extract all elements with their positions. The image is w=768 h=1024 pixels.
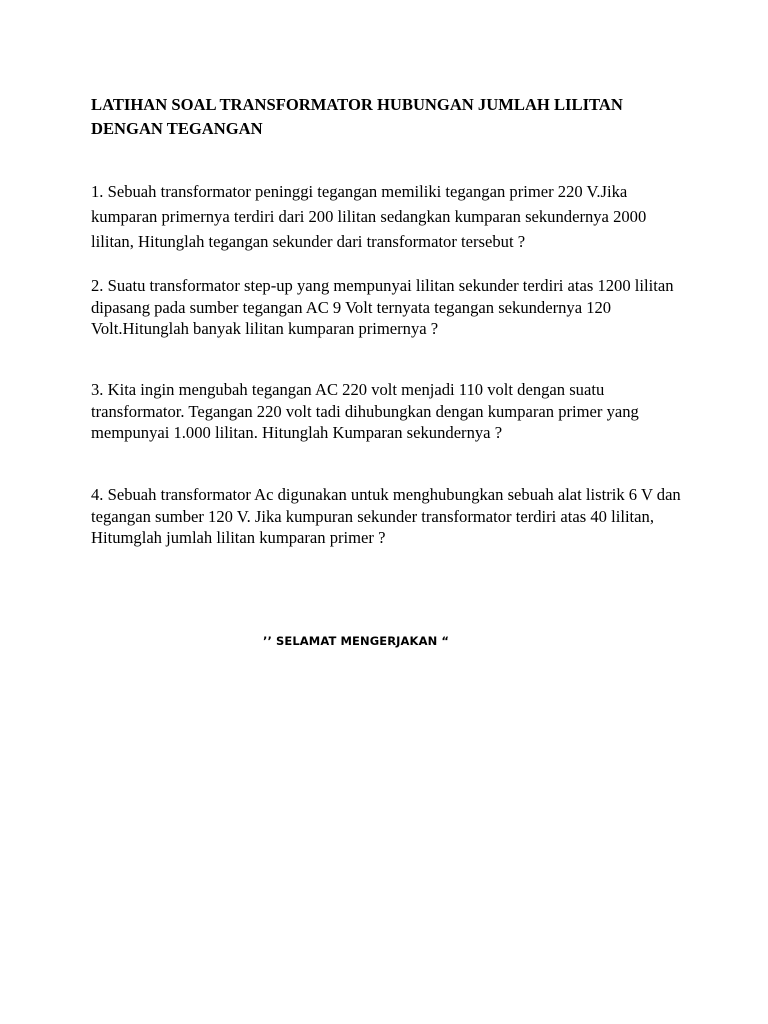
document-title: LATIHAN SOAL TRANSFORMATOR HUBUNGAN JUMLAH LILITAN DENGAN TEGANGAN	[91, 95, 623, 138]
question-2: 2. Suatu transformator step-up yang mempunyai lilitan sekunder terdiri atas 1200 lilitan dipasang pada sumber tegangan AC 9 Volt ternyata tegangan sekundernya 120 Volt.Hitunglah banyak lilitan kumparan primernya ?	[91, 276, 674, 338]
question-4: 4. Sebuah transformator Ac digunakan untuk menghubungkan sebuah alat listrik 6 V dan tegangan sumber 120 V. Jika kumpuran sekunder transformator terdiri atas 40 lilitan, Hitumglah jumlah lilitan kumparan primer ?	[91, 485, 681, 547]
question-1: 1. Sebuah transformator peninggi tegangan memiliki tegangan primer 220 V.Jika kumparan primernya terdiri dari 200 lilitan sedangkan kumparan sekundernya 2000 lilitan, Hitunglah tegangan sekunder dari transformator tersebut ?	[91, 182, 647, 251]
question-3: 3. Kita ingin mengubah tegangan AC 220 volt menjadi 110 volt dengan suatu transformator. Tegangan 220 volt tadi dihubungkan dengan kumparan primer yang mempunyai 1.000 lilitan. Hitunglah Kumparan sekundernya ?	[91, 380, 639, 442]
closing-message: ’’ SELAMAT MENGERJAKAN “	[263, 634, 450, 648]
